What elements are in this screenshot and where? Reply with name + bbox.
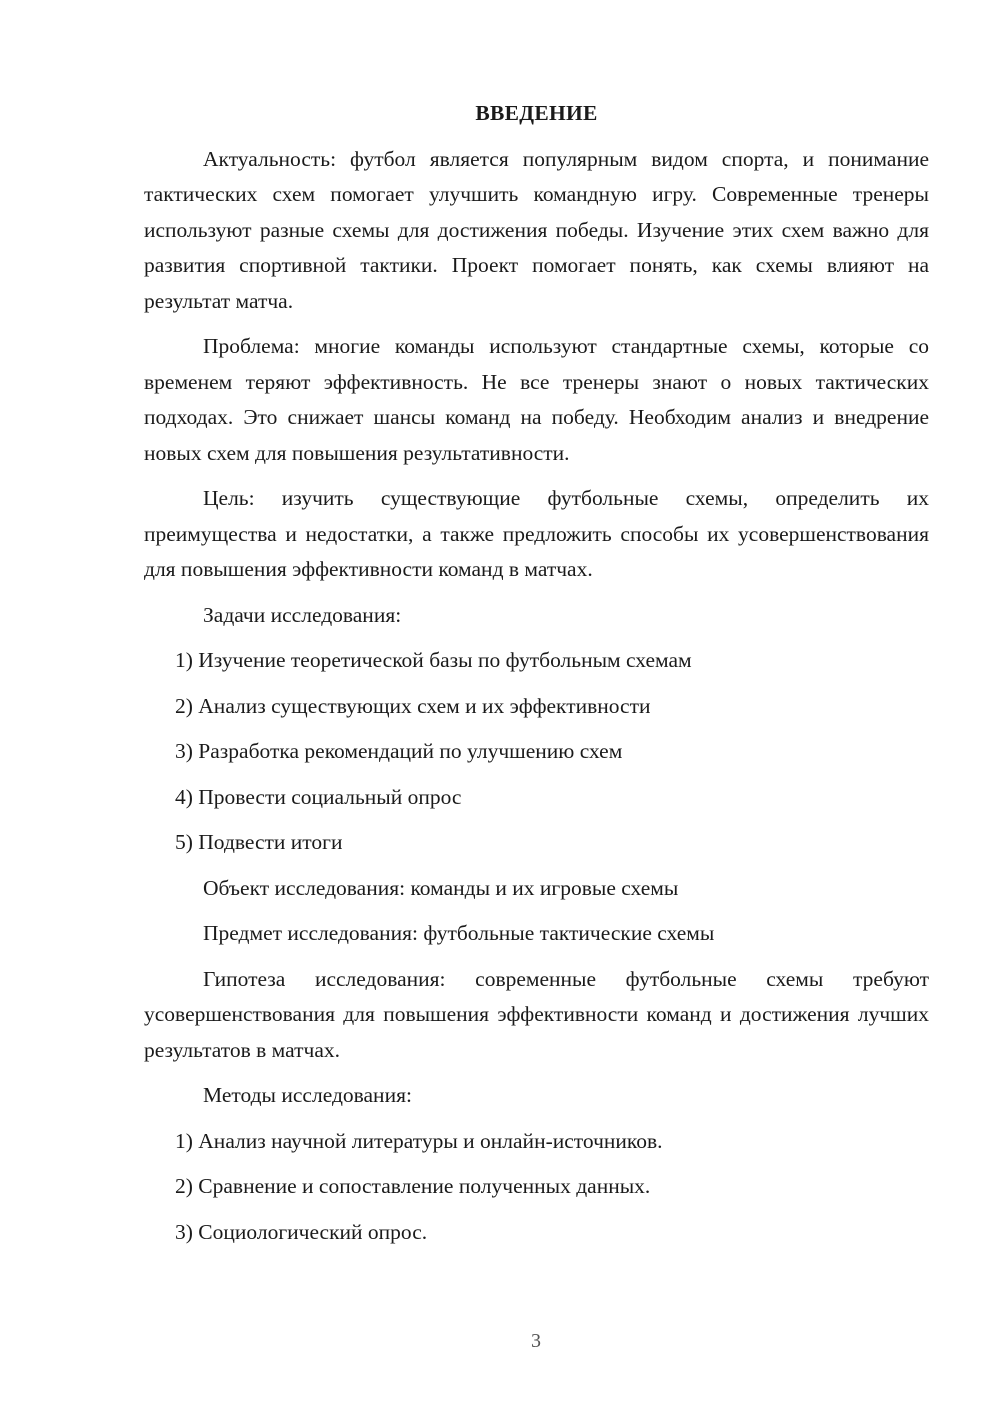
task-item: 3) Разработка рекомендаций по улучшению схем bbox=[175, 739, 623, 763]
research-object: Объект исследования: команды и их игровые схемы bbox=[203, 875, 679, 900]
page-number: 3 bbox=[531, 1330, 541, 1352]
page-content bbox=[144, 96, 929, 1260]
method-item: 2) Сравнение и сопоставление полученных данных. bbox=[175, 1174, 651, 1198]
tasks-heading: Задачи исследования: bbox=[203, 602, 402, 627]
task-item: 5) Подвести итоги bbox=[175, 830, 343, 854]
task-item: 1) Изучение теоретической базы по футбольным схемам bbox=[175, 648, 692, 672]
methods-list bbox=[144, 1124, 929, 1251]
hypothesis-paragraph: Гипотеза исследования: современные футбольные схемы требуют усовершенствования для повышения эффективности команд и достижения лучших результатов в матчах. bbox=[144, 966, 929, 1062]
task-item: 4) Провести социальный опрос bbox=[175, 784, 462, 809]
section-title: ВВЕДЕНИЕ bbox=[475, 101, 598, 125]
problem-paragraph: Проблема: многие команды используют стандартные схемы, которые со временем теряют эффективность. Не все тренеры знают о новых тактических подходах. Это снижает шансы команд на победу. Необходим анализ и внедрение новых схем для повышения результативности. bbox=[144, 334, 929, 465]
research-subject: Предмет исследования: футбольные тактические схемы bbox=[203, 921, 715, 945]
method-item: 3) Социологический опрос. bbox=[175, 1219, 428, 1244]
relevance-paragraph: Актуальность: футбол является популярным видом спорта, и понимание тактических схем помогает улучшить командную игру. Современные тренеры используют разные схемы для достижения победы. Изучение этих схем важно для развития спортивной тактики. Проект помогает понять, как схемы влияют на результат матча. bbox=[144, 146, 929, 313]
task-item: 2) Анализ существующих схем и их эффективности bbox=[175, 693, 651, 718]
goal-paragraph: Цель: изучить существующие футбольные схемы, определить их преимущества и недостатки, а также предложить способы их усовершенствования для повышения эффективности команд в матчах. bbox=[144, 486, 929, 581]
method-item: 1) Анализ научной литературы и онлайн-источников. bbox=[175, 1128, 663, 1153]
tasks-list bbox=[144, 643, 929, 861]
methods-heading: Методы исследования: bbox=[203, 1083, 412, 1107]
